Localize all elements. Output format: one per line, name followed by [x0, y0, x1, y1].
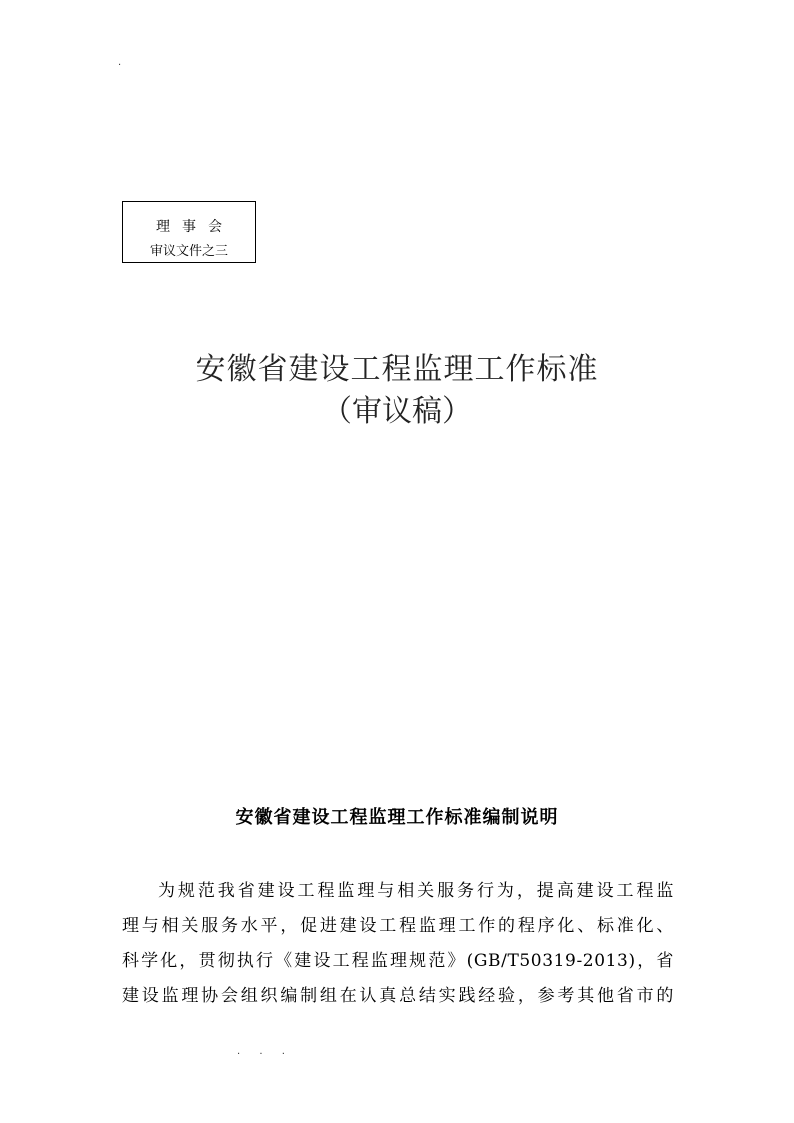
label-council: 理事会: [156, 219, 234, 235]
document-subtitle: （审议稿）: [322, 394, 472, 429]
body-line: 理与相关服务水平，促进建设工程监理工作的程序化、标准化、: [122, 916, 674, 936]
document-label-box: [122, 201, 256, 263]
body-line: 建设监理协会组织编制组在认真总结实践经验，参考其他省市的: [122, 986, 674, 1006]
body-paragraph: [122, 874, 674, 1014]
section-heading: 安徽省建设工程监理工作标准编制说明: [235, 807, 559, 828]
corner-mark: .: [118, 57, 122, 68]
footer-mark: . . .: [237, 1046, 293, 1057]
body-line: 为规范我省建设工程监理与相关服务行为，提高建设工程监: [158, 881, 674, 901]
body-line: 科学化，贯彻执行《建设工程监理规范》(GB/T50319-2013)，省: [122, 951, 674, 971]
label-review-file: 审议文件之三: [149, 244, 228, 259]
document-title: 安徽省建设工程监理工作标准: [195, 352, 599, 387]
